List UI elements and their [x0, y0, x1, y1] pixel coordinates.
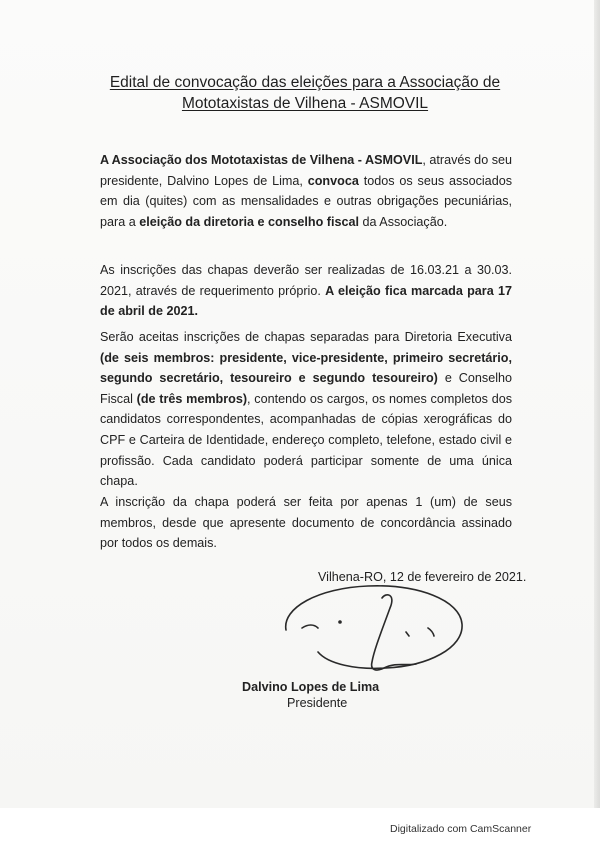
document-title	[60, 72, 550, 114]
paragraph-text-run: Serão aceitas inscrições de chapas separadas para Diretoria Executiva	[100, 330, 512, 344]
paragraph-bold-run: (de três membros)	[136, 391, 248, 406]
paragraph-slate-requirements	[100, 327, 512, 492]
paragraph-registration-rules	[100, 492, 512, 554]
paragraph-text-run: e Conselho Fiscal	[100, 371, 513, 406]
paragraph-bold-run: A Associação dos Mototaxistas de Vilhena - ASMOVIL	[100, 153, 423, 167]
paragraph-text-run: A inscrição da chapa poderá ser feita por apenas 1 (um) de seus membros, desde que apresente documento de concordância assinado por todos os demais.	[100, 495, 512, 551]
title-line-1: Edital de convocação das eleições para a Associação de	[109, 74, 501, 91]
paragraph-bold-run: A eleição fica marcada para 17 de abril de 2021.	[100, 283, 512, 319]
paragraph-text-run: , contendo os cargos, os nomes completos dos candidatos correspondentes, acompanhadas de cópias xerográficas do CPF e Carteira de Identidade, endereço completo, telefone, estado civil e profissão. Cada candidato poderá participar somente de uma única chapa.	[100, 391, 512, 489]
signer-name: Dalvino Lopes de Lima	[242, 680, 380, 694]
paragraph-registration-dates	[100, 260, 512, 322]
paragraph-text-run: todos os seus associados em dia (quites) com as mensalidades e outras obrigações pecuniárias, para a	[100, 173, 512, 229]
signer-role: Presidente	[287, 696, 348, 710]
paragraph-text-run: As inscrições das chapas deverão ser realizadas de 16.03.21 a 30.03. 2021, através de requerimento próprio.	[100, 263, 512, 298]
place-and-date: Vilhena-RO, 12 de fevereiro de 2021.	[318, 570, 527, 584]
paragraph-convocation	[100, 150, 512, 232]
paragraph-bold-run: convoca	[307, 173, 359, 188]
paragraph-bold-run: (de seis membros: presidente, vice-presidente, primeiro secretário, segundo secretário, tesoureiro e segundo tesoureiro)	[100, 350, 512, 386]
page-edge-shadow	[594, 0, 600, 849]
handwritten-signature	[278, 578, 478, 688]
title-line-2: Mototaxistas de Vilhena - ASMOVIL	[181, 95, 429, 112]
paragraph-bold-run: eleição da diretoria e conselho fiscal	[139, 214, 359, 229]
paragraph-text-run: da Associação.	[359, 214, 448, 229]
paragraph-text-run: , através do seu presidente, Dalvino Lopes de Lima,	[100, 153, 512, 188]
camscanner-watermark: Digitalizado com CamScanner	[390, 823, 532, 835]
